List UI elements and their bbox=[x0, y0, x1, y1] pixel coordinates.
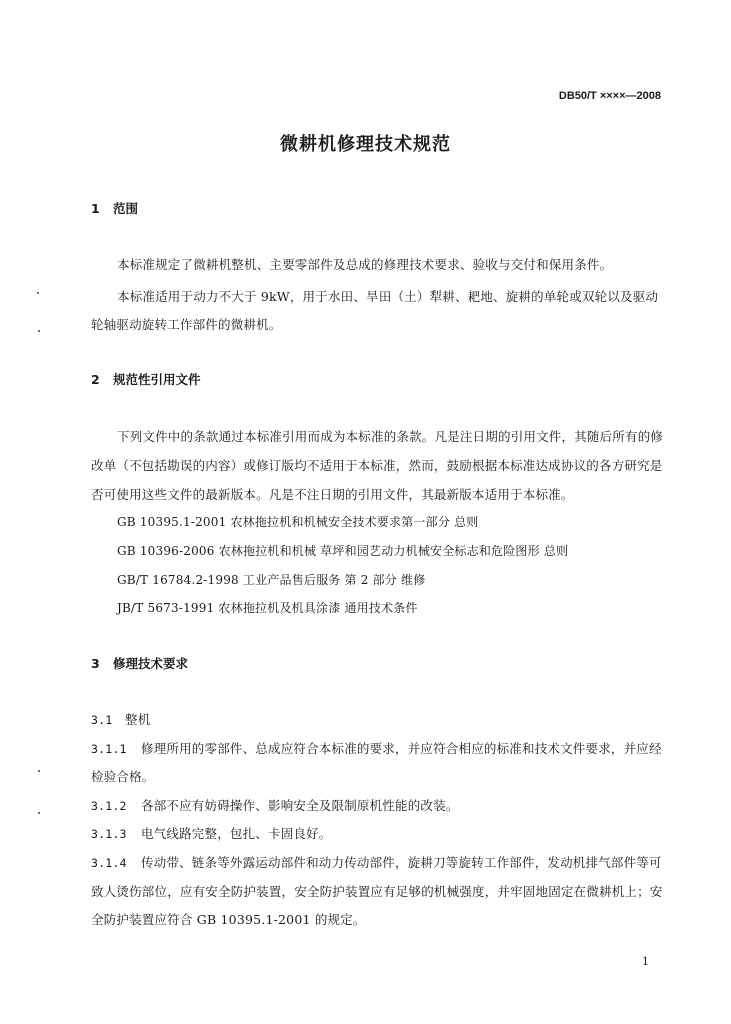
normative-intro-line-3: 否可使用这些文件的最新版本。凡是不注日期的引用文件，其最新版本适用于本标准。 bbox=[91, 487, 574, 502]
section-3-heading bbox=[91, 654, 188, 672]
section-1-heading bbox=[91, 199, 138, 217]
scan-speck bbox=[38, 770, 40, 772]
reference-item: GB 10396-2006 农林拖拉机和机械 草坪和园艺动力机械安全标志和危险图形 总则 bbox=[117, 544, 569, 558]
section-number: 1 bbox=[91, 201, 100, 216]
section-title: 规范性引用文件 bbox=[113, 372, 201, 387]
clause-number: 3.1.4 bbox=[91, 856, 127, 870]
clause-3-1-2 bbox=[91, 796, 459, 814]
section-2-heading bbox=[91, 370, 201, 388]
clause-text: 传动带、链条等外露运动部件和动力传动部件，旋耕刀等旋转工作部件，发动机排气部件等可 bbox=[141, 855, 662, 870]
scan-speck bbox=[38, 812, 40, 814]
standard-number: DB50/T ××××—2008 bbox=[558, 90, 661, 102]
scope-paragraph-2-line-1: 本标准适用于动力不大于 9kW，用于水田、旱田（土）犁耕、耙地、旋耕的单轮或双轮以及驱动 bbox=[117, 289, 659, 304]
clause-3-1-4 bbox=[91, 853, 662, 871]
clause-number: 3.1.1 bbox=[91, 742, 127, 756]
clause-3-1-1-line-2: 检验合格。 bbox=[91, 769, 155, 784]
clause-3-1-1 bbox=[91, 739, 662, 757]
normative-intro-line-2: 改单（不包括勘误的内容）或修订版均不适用于本标准，然而，鼓励根据本标准达成协议的各方研究是 bbox=[91, 458, 663, 473]
scope-paragraph-2-line-2: 轮轴驱动旋转工作部件的微耕机。 bbox=[91, 317, 282, 332]
clause-3-1-4-line-3: 全防护装置应符合 GB 10395.1-2001 的规定。 bbox=[91, 912, 366, 927]
clause-text: 电气线路完整，包扎、卡固良好。 bbox=[141, 826, 332, 841]
clause-title: 整机 bbox=[125, 712, 151, 727]
section-title: 范围 bbox=[113, 201, 139, 216]
clause-number: 3.1.3 bbox=[91, 827, 127, 841]
clause-text: 修理所用的零部件、总成应符合本标准的要求，并应符合相应的标准和技术文件要求，并应经 bbox=[141, 741, 662, 756]
page-number: 1 bbox=[642, 955, 649, 968]
reference-item: GB/T 16784.2-1998 工业产品售后服务 第 2 部分 维修 bbox=[117, 573, 426, 587]
section-number: 2 bbox=[91, 372, 100, 387]
reference-item: JB/T 5673-1991 农林拖拉机及机具涂漆 通用技术条件 bbox=[117, 601, 418, 615]
clause-number: 3.1.2 bbox=[91, 799, 127, 813]
clause-3-1 bbox=[91, 710, 150, 728]
section-title: 修理技术要求 bbox=[113, 656, 189, 671]
document-title: 微耕机修理技术规范 bbox=[280, 134, 451, 155]
section-number: 3 bbox=[91, 656, 100, 671]
scan-speck bbox=[38, 330, 40, 332]
reference-item: GB 10395.1-2001 农林拖拉机和机械安全技术要求第一部分 总则 bbox=[117, 515, 479, 529]
clause-3-1-3 bbox=[91, 824, 332, 842]
scope-paragraph-1: 本标准规定了微耕机整机、主要零部件及总成的修理技术要求、验收与交付和保用条件。 bbox=[117, 257, 613, 272]
clause-number: 3.1 bbox=[91, 713, 113, 727]
scan-speck bbox=[37, 292, 39, 294]
clause-text: 各部不应有妨碍操作、影响安全及限制原机性能的改装。 bbox=[141, 798, 459, 813]
clause-3-1-4-line-2: 致人烫伤部位，应有安全防护装置，安全防护装置应有足够的机械强度，并牢固地固定在微耕机上；安 bbox=[91, 884, 663, 899]
normative-intro-line-1: 下列文件中的条款通过本标准引用而成为本标准的条款。凡是注日期的引用文件，其随后所有的修 bbox=[117, 429, 664, 444]
